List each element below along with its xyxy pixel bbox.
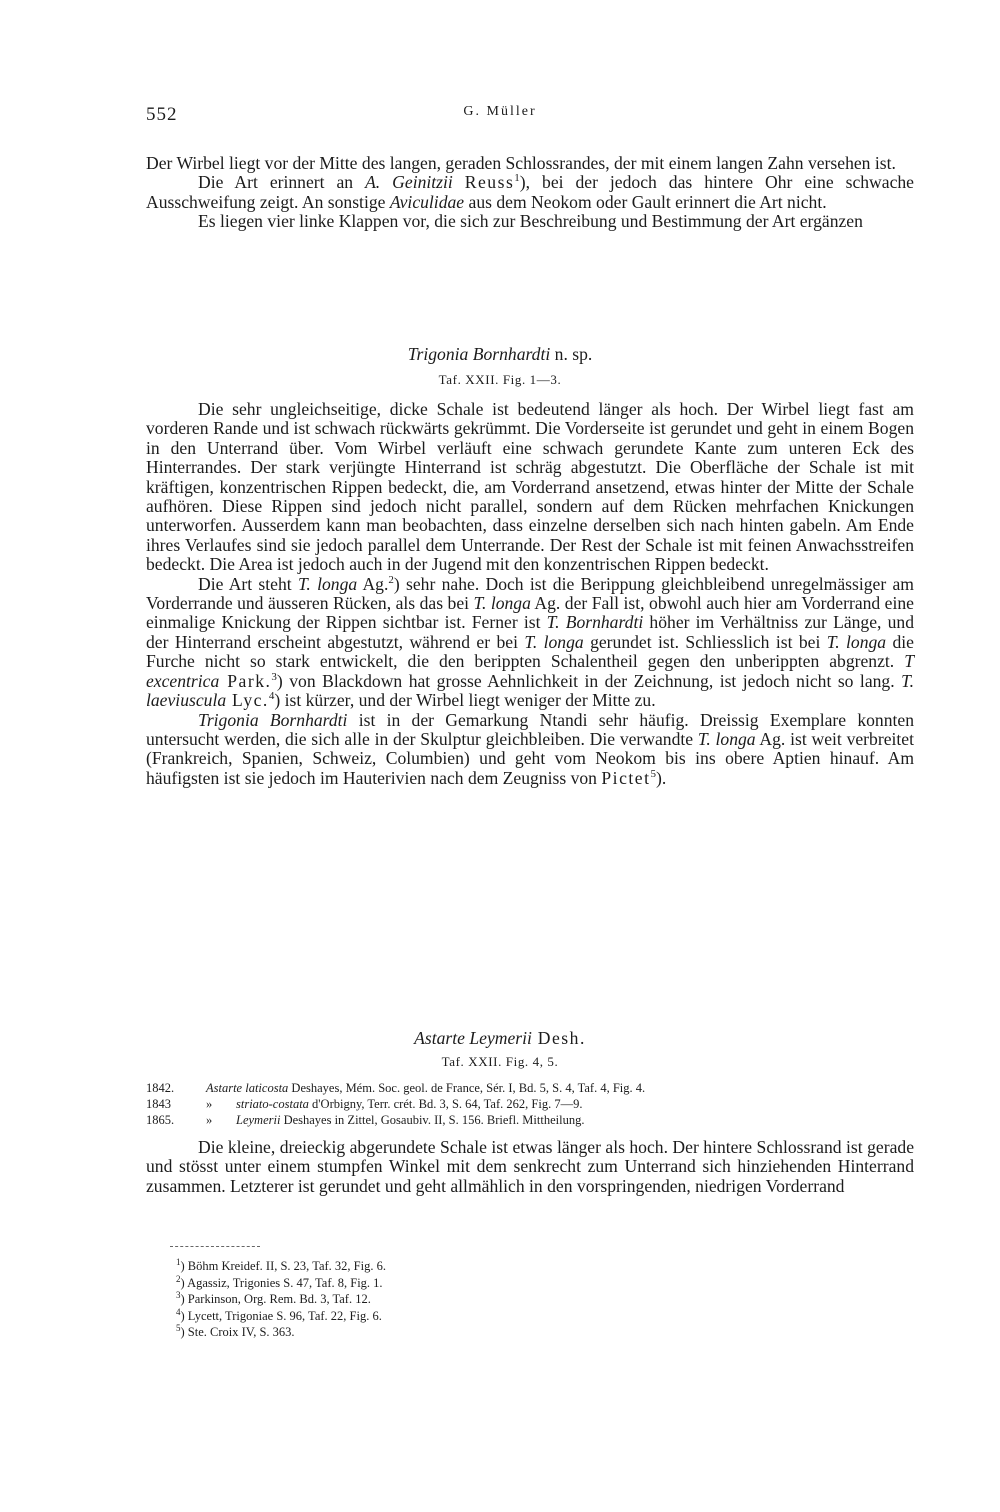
synonymy-year: 1865. bbox=[146, 1113, 175, 1127]
intro-paragraph-1: Der Wirbel liegt vor der Mitte des langen, geraden Schlossrandes, der mit einem langen Zahn versehen ist. bbox=[146, 153, 896, 173]
synonymy-list bbox=[146, 1080, 914, 1128]
section-title-astarte: Astarte Leymerii Desh. bbox=[414, 1028, 586, 1048]
intro-text-block bbox=[146, 154, 914, 232]
page-number: 552 bbox=[146, 104, 178, 125]
ditto-mark: » bbox=[206, 1097, 213, 1111]
synonymy-entry: Astarte laticosta Deshayes, Mém. Soc. geol. de France, Sér. I, Bd. 5, S. 4, Taf. 4, Fig. 4. bbox=[206, 1081, 646, 1095]
synonymy-year: 1843 bbox=[146, 1097, 171, 1111]
intro-paragraph-3: Es liegen vier linke Klappen vor, die sich zur Beschreibung und Bestimmung der Art ergänzen bbox=[198, 211, 863, 232]
trigonia-text-block bbox=[146, 400, 914, 788]
footnote-divider bbox=[170, 1246, 260, 1247]
astarte-paragraph-1: Die kleine, dreieckig abgerundete Schale ist etwas länger als hoch. Der hintere Schlossrand ist gerade und stösst unter einem stumpfen Winkel mit dem senkrecht zum Unterrand sich hinziehenden Hinterrand zusammen. Letzterer ist gerundet und geht allmählich in den vorspringenden, niedrigen Vorderrand bbox=[146, 1137, 914, 1196]
footnotes bbox=[176, 1258, 386, 1341]
running-head: G. Müller bbox=[463, 104, 537, 119]
trigonia-paragraph-2: Die Art steht T. longa Ag.$^2$) sehr nahe. Doch ist die Berippung gleichbleibend unregelmässiger am Vorderrande und äusseren Rücken, als das bei T. longa Ag. der Fall ist, obwohl auch hier am Vorderrand eine einmalige Knickung der Rippen sichtbar ist. Ferner ist T. Bornhardti höher im Verhältniss zur Länge, und der Hinterrand erscheint abgestutzt, während er bei T. longa gerundet ist. Schliesslich ist bei T. longa die Furche nicht so stark entwickelt, die den berippten Schalentheil gegen den unberippten abgrenzt. T excentrica Park.$^3$) von Blackdown hat grosse Aehnlichkeit in der Zeichnung, ist jedoch nicht so lang. T. laeviuscula Lyc.$^4$) ist kürzer, und der Wirbel liegt weniger der Mitte zu. bbox=[146, 573, 914, 711]
plate-reference-trigonia: Taf. XXII. Fig. 1—3. bbox=[438, 372, 562, 387]
synonymy-year: 1842. bbox=[146, 1081, 175, 1095]
footnote: $^4$) Lycett, Trigoniae S. 96, Taf. 22, Fig. 6. bbox=[176, 1306, 382, 1323]
footnote: $^5$) Ste. Croix IV, S. 363. bbox=[176, 1323, 295, 1340]
footnote: $^1$) Böhm Kreidef. II, S. 23, Taf. 32, Fig. 6. bbox=[176, 1256, 386, 1273]
synonymy-row bbox=[146, 1080, 914, 1096]
intro-paragraph-2: Die Art erinnert an A. Geinitzii Reuss$^1$), bei der jedoch das hintere Ohr eine schwache Ausschweifung zeigt. An sonstige Aviculidae aus dem Neokom oder Gault erinnert die Art nicht. bbox=[146, 172, 914, 212]
synonymy-row bbox=[146, 1112, 914, 1128]
synonymy-row bbox=[146, 1096, 914, 1112]
synonymy-entry: Leymerii Deshayes in Zittel, Gosaubiv. II, S. 156. Briefl. Mittheilung. bbox=[236, 1113, 585, 1127]
ditto-mark: » bbox=[206, 1113, 213, 1127]
plate-reference-astarte: Taf. XXII. Fig. 4, 5. bbox=[441, 1054, 559, 1069]
synonymy-entry: striato-costata d'Orbigny, Terr. crét. Bd. 3, S. 64, Taf. 262, Fig. 7—9. bbox=[236, 1097, 583, 1111]
footnote: $^2$) Agassiz, Trigonies S. 47, Taf. 8, Fig. 1. bbox=[176, 1273, 383, 1290]
footnote: $^3$) Parkinson, Org. Rem. Bd. 3, Taf. 12. bbox=[176, 1290, 371, 1307]
trigonia-paragraph-1: Die sehr ungleichseitige, dicke Schale ist bedeutend länger als hoch. Der Wirbel liegt fast am vorderen Rande und ist schwach rückwärts gekrümmt. Die Vorderseite ist gerundet und geht in einem Bogen in den Unterrand über. Vom Wirbel verläuft eine schwach gerundete Kante zum unteren Eck des Hinterrandes. Der stark verjüngte Hinterrand ist schräg abgestutzt. Die Oberfläche der Schale ist mit kräftigen, konzentrischen Rippen bedeckt, die, am Vorderrand ansetzend, etwas hinter der Mitte der Schale aufhören. Diese Rippen sind jedoch nicht parallel, sondern auf dem Rücken mehrfachen Knickungen unterworfen. Ausserdem kann man beobachten, dass einzelne derselben sich nach hinten gabeln. Am Ende ihres Verlaufes sind sie jedoch parallel dem Unterrande. Der Rest der Schale ist mit feinen Anwachsstreifen bedeckt. Die Area ist jedoch auch in der Jugend mit den konzentrischen Rippen bedeckt. bbox=[146, 399, 914, 575]
astarte-text-block bbox=[146, 1138, 914, 1196]
section-title-trigonia: Trigonia Bornhardti n. sp. bbox=[407, 344, 593, 364]
trigonia-paragraph-3: Trigonia Bornhardti ist in der Gemarkung Ntandi sehr häufig. Dreissig Exemplare konnten untersucht werden, die sich alle in der Skulptur gleichbleiben. Die verwandte T. longa Ag. ist weit verbreitet (Frankreich, Spanien, Schweiz, Columbien) und geht vom Neokom bis ins obere Aptien hinauf. Am häufigsten ist sie jedoch im Hauterivien nach dem Zeugniss von Pictet$^5$). bbox=[146, 709, 915, 788]
